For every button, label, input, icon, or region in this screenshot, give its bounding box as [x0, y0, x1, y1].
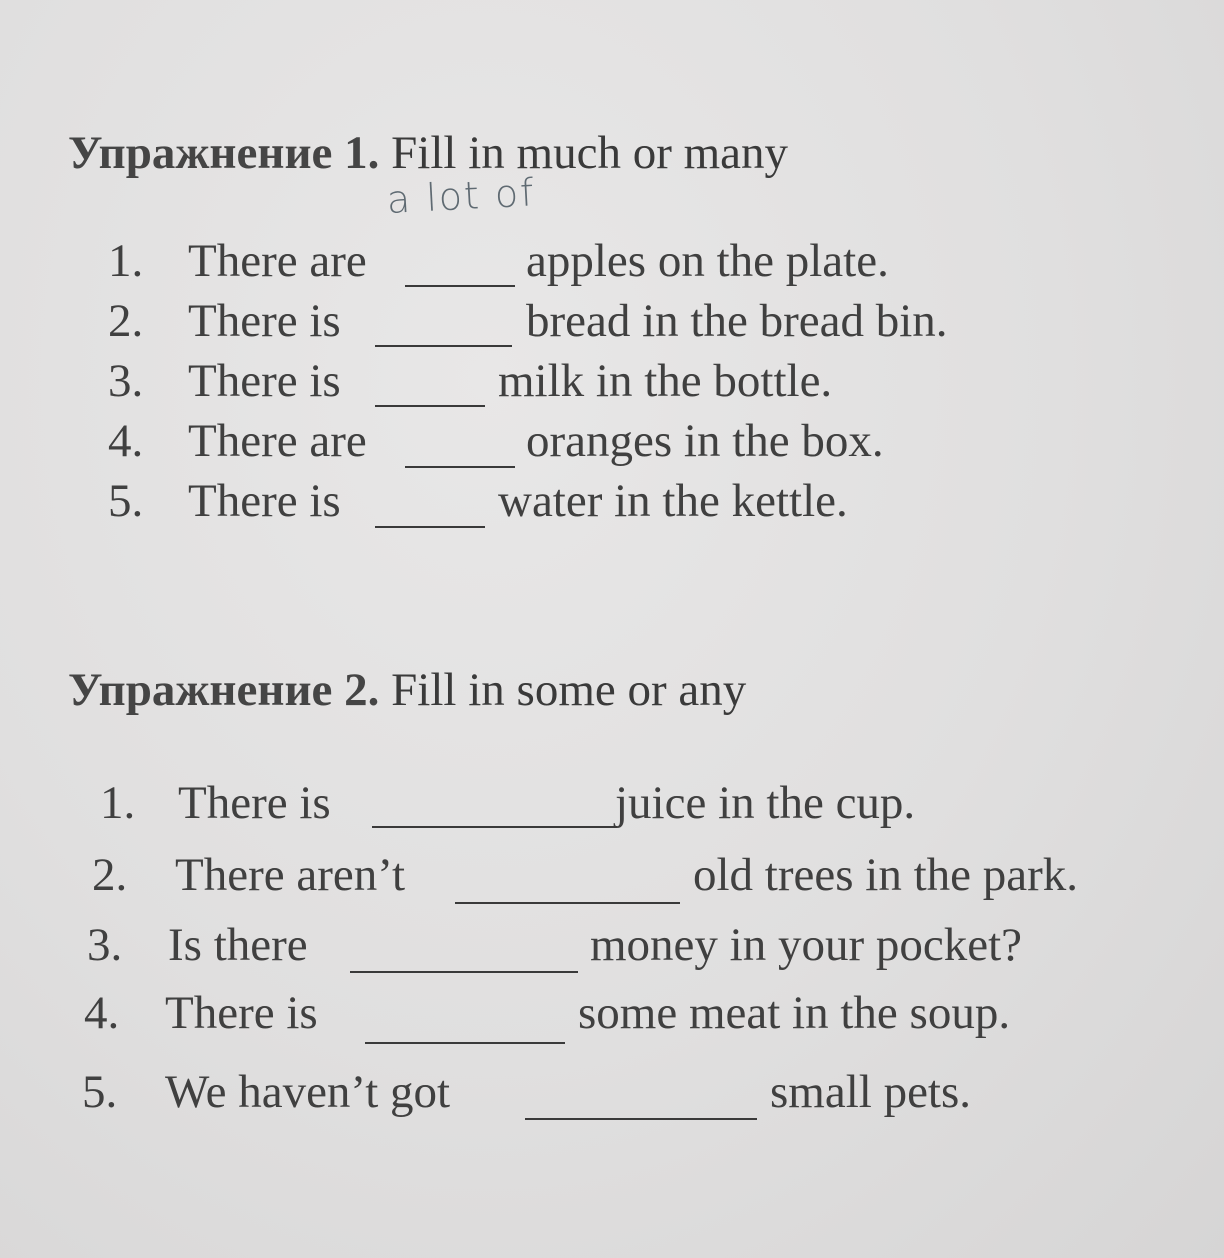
exercise-2-heading	[68, 664, 747, 716]
item-text-before: There is	[165, 987, 318, 1039]
item-text-after: water in the kettle.	[498, 475, 848, 527]
item-number: 1.	[108, 235, 144, 287]
item-number: 2.	[92, 849, 128, 901]
answer-blank[interactable]	[375, 405, 485, 407]
exercise-2-instruction: Fill in some or any	[379, 664, 747, 716]
item-text-after: apples on the plate.	[526, 235, 889, 287]
item-number: 5.	[82, 1066, 118, 1118]
answer-blank[interactable]	[350, 971, 578, 973]
exercise-1-label: Упражнение 1.	[68, 127, 380, 179]
item-text-after: old trees in the park.	[693, 849, 1079, 901]
item-text-after: small pets.	[770, 1066, 972, 1118]
exercise-1-heading	[68, 127, 789, 179]
exercise-2-label: Упражнение 2.	[68, 664, 380, 716]
answer-blank[interactable]	[455, 902, 680, 904]
item-number: 4.	[108, 415, 144, 467]
item-number: 1.	[100, 777, 136, 829]
item-text-after: money in your pocket?	[590, 919, 1023, 971]
item-text-after: some meat in the soup.	[578, 987, 1011, 1039]
item-number: 5.	[108, 475, 144, 527]
item-number: 3.	[87, 919, 123, 971]
answer-blank[interactable]	[525, 1118, 757, 1120]
item-text-before: There are	[188, 235, 367, 287]
item-text-before: There aren’t	[175, 849, 406, 901]
answer-blank[interactable]	[405, 466, 515, 468]
exercise-1-instruction: Fill in much or many	[379, 127, 789, 179]
item-text-after: milk in the bottle.	[498, 355, 833, 407]
item-number: 4.	[84, 987, 120, 1039]
answer-blank[interactable]	[375, 526, 485, 528]
item-text-before: There is	[188, 295, 341, 347]
item-text-after: juice in the cup.	[615, 777, 916, 829]
item-text-before: There is	[188, 355, 341, 407]
item-text-before: There is	[178, 777, 331, 829]
handwritten-answer: a lot of	[385, 170, 537, 222]
answer-blank[interactable]	[405, 285, 515, 287]
item-text-before: We haven’t got	[165, 1066, 451, 1118]
item-number: 3.	[108, 355, 144, 407]
item-text-before: Is there	[168, 919, 308, 971]
item-number: 2.	[108, 295, 144, 347]
answer-blank[interactable]	[372, 826, 617, 828]
item-text-before: There is	[188, 475, 341, 527]
item-text-after: bread in the bread bin.	[526, 295, 948, 347]
item-text-before: There are	[188, 415, 367, 467]
item-text-after: oranges in the box.	[526, 415, 884, 467]
answer-blank[interactable]	[365, 1042, 565, 1044]
answer-blank[interactable]	[375, 345, 512, 347]
